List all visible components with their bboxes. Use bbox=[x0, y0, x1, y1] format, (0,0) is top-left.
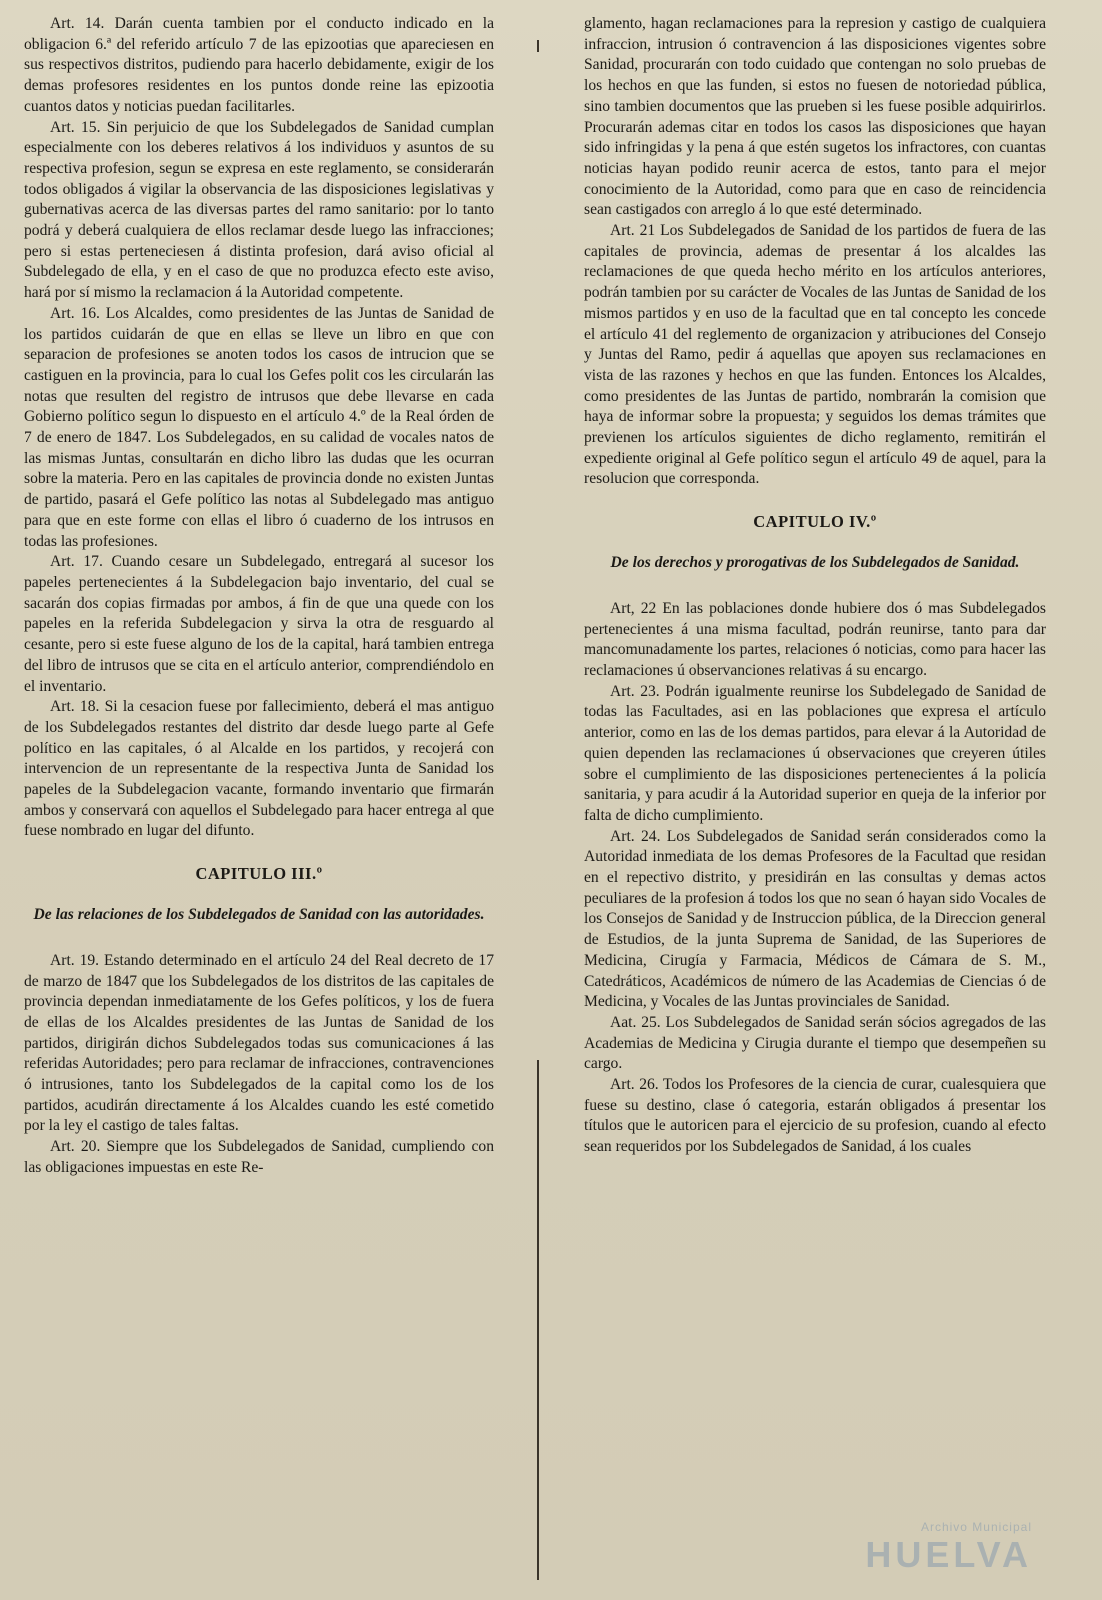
article-14: Art. 14. Darán cuenta tambien por el conducto indicado en la obligacion 6.ª del referido artículo 7 de las epizootias que apareciesen en sus respectivos distritos, pudiendo para hacerlo debidamente, exigir de los demas profesores residentes en los puntos donde reine las epizootia cuantos datos y noticias puedan facilitarles. bbox=[24, 15, 494, 115]
article-15: Art. 15. Sin perjuicio de que los Subdelegados de Sanidad cumplan especialmente con los deberes relativos á los individuos y asuntos de su respectiva profesion, segun se expresa en este reglamento, se considerarán todos obligados á vigilar la observancia de las disposiciones legislativas y gubernativas acerca de las diversas partes del ramo sanitario: por lo tanto podrá y deberá cualquiera de ellos reclamar desde luego las infracciones; pero si estas perteneciesen á distinta profesion, dará aviso oficial al Subdelegado de ella, y en el caso de que no produzca efecto este aviso, hará por sí mismo la reclamacion á la Autoridad competente. bbox=[24, 118, 494, 302]
article-26: Art. 26. Todos los Profesores de la ciencia de curar, cualesquiera que fuese su destino, clase ó categoria, estarán obligados á presentar los títulos que le autoricen para el ejercicio de su profesion, cuando al efecto sean requeridos por los Subdelegados de Sanidad, á los cuales bbox=[584, 1076, 1046, 1156]
article-20: Art. 20. Siempre que los Subdelegados de Sanidad, cumpliendo con las obligaciones impuestas en este Re- bbox=[24, 1138, 494, 1176]
article-20-continued: glamento, hagan reclamaciones para la represion y castigo de cualquiera infraccion, intrusion ó contravencion á las disposiciones vigentes sobre Sanidad, procurarán con todo cuidado que contengan no solo pruebas de los hechos en que las funden, si estos no fuesen de notoriedad pública, sino tambien documentos que las prueben si les fuese posible adquirirlos. Procurarán ademas citar en todos los casos las disposiciones que hayan sido infringidas y la pena á que estén sugetos los infractores, con cuantas noticias hayan podido reunir acerca de estos, tanto para el mejor conocimiento de la Autoridad, como para que en caso de reincidencia sean castigados con arreglo á lo que esté determinado. bbox=[584, 15, 1046, 219]
article-18: Art. 18. Si la cesacion fuese por fallecimiento, deberá el mas antiguo de los Subdelegados restantes del distrito dar desde luego parte al Gefe político en las capitales, ó al Alcalde en los partidos, y recojerá con intervencion de un representante de la respectiva Junta de Sanidad los papeles de la Subdelegacion vacante, formando inventario que firmarán ambos y conservará con aquellos el Subdelegado para hacer entrega al que fuese nombrado en lugar del difunto. bbox=[24, 698, 494, 840]
chapter-title: De los derechos y prorogativas de los Subdelegados de Sanidad. bbox=[610, 553, 1020, 571]
watermark-line-2: HUELVA bbox=[865, 1534, 1032, 1575]
article-21: Art. 21 Los Subdelegados de Sanidad de los partidos de fuera de las capitales de provincia, ademas de presentar á los alcaldes las reclamaciones de que queda hecho mérito en los artículos anteriores, podrán tambien por su carácter de Vocales de las Juntas de Sanidad de los mismos partidos y en uso de la facultad que en tal concepto les concede el artículo 41 del reglemento de organizacion y atribuciones del Consejo y Juntas del Ramo, pedir á aquellas que apoyen sus reclamaciones en vista de las razones y hechos en que las funden. Entonces los Alcaldes, como presidentes de las Juntas de partido, nombrarán la comision que haya de informar sobre la propuesta; y seguidos los demas trámites que previenen los artículos siguientes de dicho reglamento, remitirán el expediente original al Gefe político segun el artículo 49 de aquel, para la resolucion que corresponda. bbox=[584, 222, 1046, 488]
article-23: Art. 23. Podrán igualmente reunirse los Subdelegado de Sanidad de todas las Facultades, asi en las poblaciones que expresa el artículo anterior, como en las de los demas partidos, para elevar á la Autoridad de quien dependen las reclamaciones ú observaciones que creyeren útiles sobre el cumplimiento de las disposiciones pertenecientes á la policía sanitaria, y para acudir á la Autoridad superior en queja de la inferior por falta de dicho cumplimiento. bbox=[584, 682, 1046, 824]
article-25: Aat. 25. Los Subdelegados de Sanidad serán sócios agregados de las Academias de Medicina y Cirugia durante el tiempo que desempeñen su cargo. bbox=[584, 1013, 1046, 1073]
column-divider bbox=[537, 1060, 539, 1580]
chapter-title: De las relaciones de los Subdelegados de Sanidad con las autoridades. bbox=[33, 905, 485, 923]
article-17: Art. 17. Cuando cesare un Subdelegado, entregará al sucesor los papeles pertenecientes á la Subdelegacion bajo inventario, del cual se sacarán dos copias firmadas por ambos, á fin de que una quede con los papeles en la referida Subdelegacion y sirva la otra de resguardo al cesante, pero si este fuese alguno de los de la capital, hará tambien entrega del libro de intrusos que se cita en el artículo anterior, comprendiéndolo en el inventario. bbox=[24, 553, 494, 695]
article-16: Art. 16. Los Alcaldes, como presidentes de las Juntas de Sanidad de los partidos cuidarán de que en ellas se lleve un libro en que con separacion de profesiones se anoten todos los casos de intrucion que se castiguen en la provincia, para lo cual los Gefes polit cos les circularán las notas que resulten del registro de intrusos que debe llevarse en cada Gobierno político segun lo dispuesto en el artículo 4.º de la Real órden de 7 de enero de 1847. Los Subdelegados, en su calidad de vocales natos de las mismas Juntas, consultarán en dicho libro las dudas que les ocurran sobre la materia. Pero en las capitales de provincia donde no existen Juntas de partido, pasará el Gefe político las notas al Subdelegado mas antiguo para que en este forme con ellas el libro ó cuaderno de los intrusos en todas las profesiones. bbox=[24, 304, 494, 550]
article-19: Art. 19. Estando determinado en el artículo 24 del Real decreto de 17 de marzo de 1847 que los Subdelegados de los distritos de las capitales de provincia dependan inmediatamente de los Gefes políticos, y los de fuera de ellas de los Alcaldes presidentes de las Juntas de Sanidad de los partidos, dirigirán dichos Subdelegados todas sus comunicaciones á las referidas Autoridades; pero para reclamar de infracciones, contravenciones ó intrusiones, tanto los Subdelegados de la capital como los de los partidos, acudirán directamente á los Alcaldes cuando les esté cometido por la ley el castigo de tales faltas. bbox=[24, 951, 494, 1135]
chapter-heading: CAPITULO III.º bbox=[195, 864, 323, 884]
column-divider bbox=[537, 40, 539, 52]
article-24: Art. 24. Los Subdelegados de Sanidad serán considerados como la Autoridad inmediata de los demas Profesores de la Facultad que residan en el repectivo distrito, y presidirán en las consultas y demas actos peculiares de la profesion á todos los que no sean ó hayan sido Vocales de los Consejos de Sanidad y de Instruccion pública, de la Direccion general de Estudios, de la junta Suprema de Sanidad, de las Superiores de Medicina, Cirugía y Farmacia, Médicos de Cámara de S. M., Catedráticos, Académicos de número de las Academias de Ciencias ó de Medicina, y Vocales de las Juntas provinciales de Sanidad. bbox=[584, 827, 1046, 1011]
right-column bbox=[584, 14, 1046, 1158]
left-column bbox=[24, 14, 494, 1179]
archive-watermark bbox=[865, 1520, 1032, 1576]
chapter-heading: CAPITULO IV.º bbox=[753, 512, 877, 532]
watermark-line-1: Archivo Municipal bbox=[920, 1520, 1032, 1534]
article-22: Art, 22 En las poblaciones donde hubiere dos ó mas Subdelegados pertenecientes á una misma facultad, podrán reunirse, tanto para dar mancomunadamente los partes, relaciones ó noticias, como para hacer las reclamaciones ú observanciones relativas á su encargo. bbox=[584, 599, 1046, 679]
